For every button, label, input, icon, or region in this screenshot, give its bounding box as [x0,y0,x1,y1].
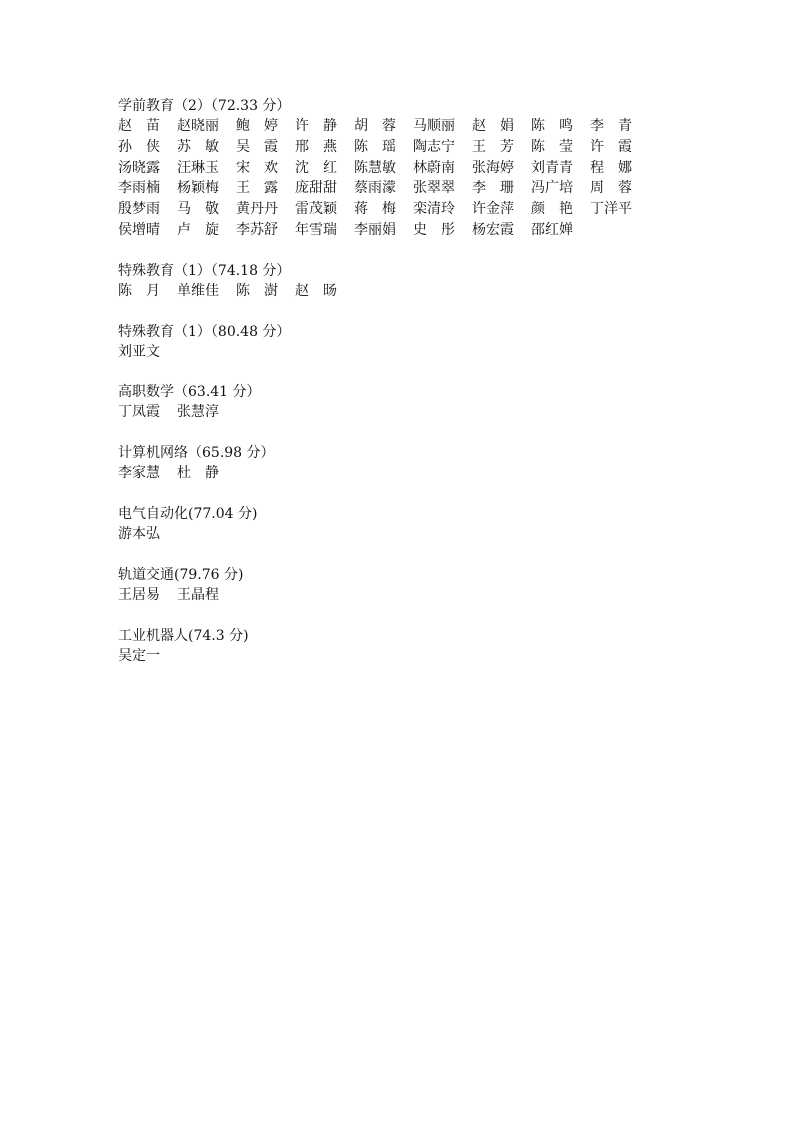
student-name: 侯增晴 [118,221,160,238]
name-list [118,281,638,302]
student-name: 蔡雨濛 [354,180,396,197]
section-heading: 计算机网络（65.98 分） [118,445,275,462]
major-section [118,382,638,423]
student-name: 苏 敏 [177,138,219,155]
student-name: 陈 月 [118,282,160,299]
name-row [118,585,638,606]
student-name: 李丽娟 [354,221,396,238]
student-name: 邵红婵 [531,221,573,238]
section-heading: 学前教育（2）（72.33 分） [118,98,291,114]
student-name: 杨颖梅 [177,180,219,197]
section-heading: 电气自动化(77.04 分) [118,505,258,522]
student-name: 邢 燕 [295,138,337,155]
student-name: 赵 旸 [295,282,337,299]
name-list [118,463,638,484]
name-row [118,402,638,423]
student-name: 李苏舒 [236,221,278,238]
student-name: 宋 欢 [236,159,278,176]
student-name: 颜 艳 [531,201,573,218]
student-name: 陈 澍 [236,282,278,299]
student-name: 冯广培 [531,180,573,197]
student-name: 张海婷 [472,159,514,176]
name-list [118,524,638,545]
student-name: 孙 侠 [118,138,160,155]
student-name: 陈 鸣 [531,118,573,134]
name-row [118,116,638,137]
major-section [118,504,638,545]
student-name: 鲍 婷 [236,118,278,134]
student-name: 陈 瑶 [354,138,396,155]
student-name: 陶志宁 [413,138,455,155]
student-name: 黄丹丹 [236,201,278,218]
student-name: 李 青 [590,118,632,134]
student-name: 李家慧 [118,465,160,482]
student-name: 程 娜 [590,159,632,176]
name-list [118,585,638,606]
student-name: 单维佳 [177,282,219,299]
student-name: 丁洋平 [590,201,632,218]
name-list [118,116,638,241]
student-name: 汤晓露 [118,159,160,176]
student-name: 刘青青 [531,159,573,176]
student-name: 殷梦雨 [118,201,160,218]
section-heading: 工业机器人(74.3 分) [118,627,249,644]
section-heading: 特殊教育（1）（74.18 分） [118,262,291,279]
student-name: 周 蓉 [590,180,632,197]
student-name: 卢 旋 [177,221,219,238]
student-name: 陈慧敏 [354,159,396,176]
student-name: 雷茂颖 [295,201,337,218]
name-list [118,342,638,363]
name-row [118,199,638,220]
student-name: 许金萍 [472,201,514,218]
name-list [118,646,638,667]
student-name: 林蔚南 [413,159,455,176]
student-name: 许 霞 [590,138,632,155]
name-list [118,402,638,423]
major-section [118,96,638,241]
name-row [118,463,638,484]
student-name: 赵 苗 [118,118,160,134]
student-name: 王居易 [118,586,160,603]
major-section [118,261,638,302]
student-name: 游本弘 [118,525,160,542]
student-name: 刘亚文 [118,343,160,360]
major-section [118,322,638,363]
name-row [118,137,638,158]
student-name: 胡 蓉 [354,118,396,134]
name-row [118,646,638,667]
student-name: 年雪瑞 [295,221,337,238]
student-name: 杨宏霞 [472,221,514,238]
student-name: 史 彤 [413,221,455,238]
student-name: 沈 红 [295,159,337,176]
student-name: 许 静 [295,118,337,134]
name-row [118,220,638,241]
student-name: 赵 娟 [472,118,514,134]
student-name: 马顺丽 [413,118,455,134]
name-row [118,524,638,545]
student-name: 杜 静 [177,465,219,482]
name-row [118,281,638,302]
student-name: 蒋 梅 [354,201,396,218]
section-heading: 高职数学（63.41 分） [118,384,261,401]
student-name: 王 露 [236,180,278,197]
student-name: 吴 霞 [236,138,278,155]
student-name: 王晶程 [177,586,219,603]
name-row [118,158,638,179]
student-name: 王 芳 [472,138,514,155]
student-name: 赵晓丽 [177,118,219,134]
major-section [118,565,638,606]
section-heading: 特殊教育（1）（80.48 分） [118,323,291,340]
student-name: 张慧淳 [177,404,219,421]
name-row [118,342,638,363]
major-section [118,626,638,667]
student-name: 马 敬 [177,201,219,218]
student-name: 汪琳玉 [177,159,219,176]
student-name: 丁凤霞 [118,404,160,421]
document-page [118,96,638,686]
student-name: 庞甜甜 [295,180,337,197]
student-name: 张翠翠 [413,180,455,197]
student-name: 陈 莹 [531,138,573,155]
student-name: 李 珊 [472,180,514,197]
student-name: 栾清玲 [413,201,455,218]
section-heading: 轨道交通(79.76 分) [118,566,244,583]
student-name: 吴定一 [118,647,160,664]
name-row [118,178,638,199]
major-section [118,443,638,484]
student-name: 李雨楠 [118,180,160,197]
